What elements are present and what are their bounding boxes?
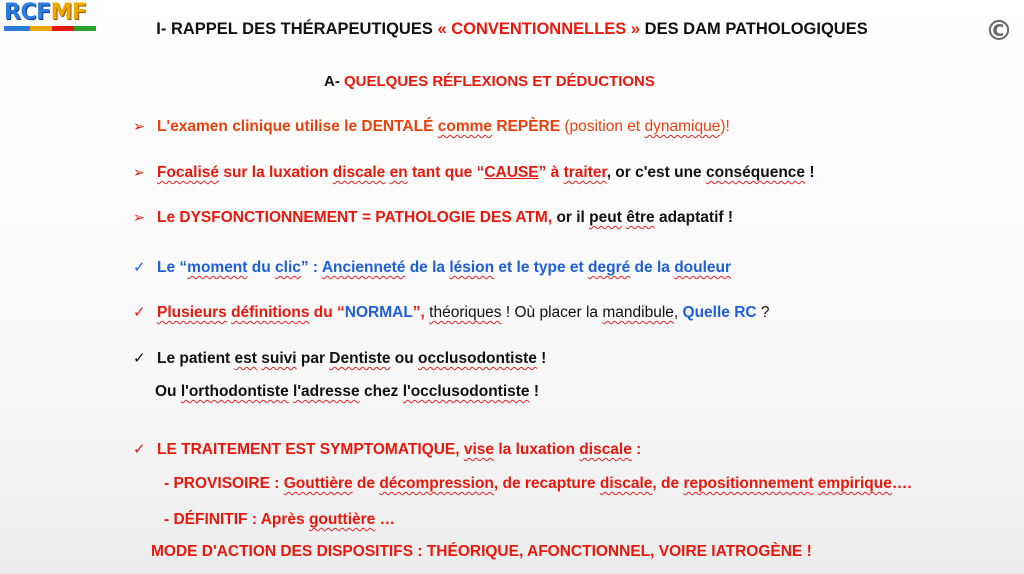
logo-text-a: RCF bbox=[4, 0, 51, 25]
definitif-line: - DÉFINITIF : Après gouttière … bbox=[164, 511, 396, 528]
logo-text-b: MF bbox=[50, 0, 87, 25]
arrow-bullet-icon: ➢ bbox=[133, 118, 145, 134]
slide-title: I- RAPPEL DES THÉRAPEUTIQUES « CONVENTIONNELLES » DES DAM PATHOLOGIQUES bbox=[156, 20, 868, 38]
section-subtitle: A- QUELQUES RÉFLEXIONS ET DÉDUCTIONS bbox=[324, 73, 655, 90]
check-icon: ✓ bbox=[133, 259, 146, 276]
check-icon: ✓ bbox=[133, 350, 146, 367]
bullet-line-3: ➢ Le DYSFONCTIONNEMENT = PATHOLOGIE DES ATM, or il peut être adaptatif ! bbox=[133, 209, 734, 226]
conclusion-line: MODE D'ACTION DES DISPOSITIFS : THÉORIQUE, AFONCTIONNEL, VOIRE IATROGÈNE ! bbox=[151, 543, 812, 560]
copyright-icon: © bbox=[985, 14, 1013, 47]
provisoire-line: - PROVISOIRE : Gouttière de décompression, de recapture discale, de repositionnement empirique…. bbox=[164, 475, 912, 492]
bullet-line-7: ✓ LE TRAITEMENT EST SYMPTOMATIQUE, vise la luxation discale : bbox=[133, 441, 642, 458]
bullet-line-6: ✓ Le patient est suivi par Dentiste ou occlusodontiste ! bbox=[133, 350, 547, 367]
bullet-line-2: ➢ Focalisé sur la luxation discale en tant que “CAUSE” à traiter, or c'est une conséquence ! bbox=[133, 164, 815, 181]
bullet-line-1: ➢ L'examen clinique utilise le DENTALÉ comme REPÈRE (position et dynamique)! bbox=[133, 118, 730, 135]
check-icon: ✓ bbox=[133, 304, 146, 321]
bullet-line-4: ✓ Le “moment du clic” : Ancienneté de la lésion et le type et degré de la douleur bbox=[133, 259, 732, 276]
bullet-line-6-continued: Ou l'orthodontiste l'adresse chez l'occlusodontiste ! bbox=[155, 383, 540, 400]
arrow-bullet-icon: ➢ bbox=[133, 164, 145, 180]
bullet-line-5: ✓ Plusieurs définitions du “NORMAL”, théoriques ! Où placer la mandibule, Quelle RC ? bbox=[133, 304, 770, 321]
arrow-bullet-icon: ➢ bbox=[133, 209, 145, 225]
check-icon: ✓ bbox=[133, 441, 146, 458]
